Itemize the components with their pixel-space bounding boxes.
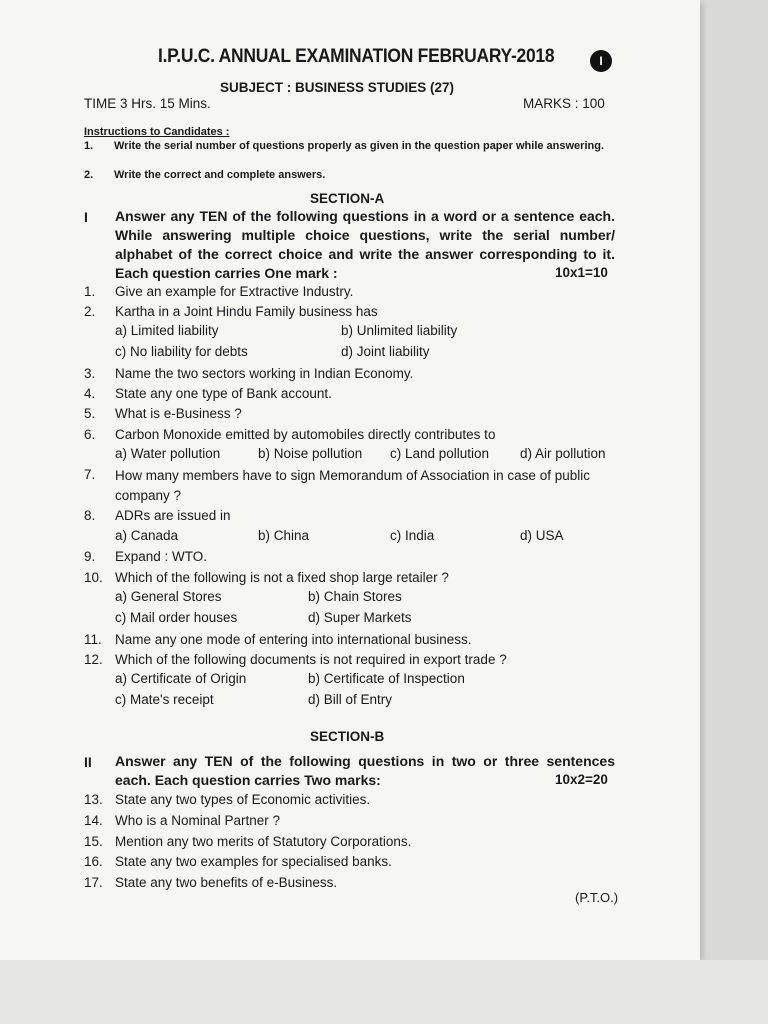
section-a-roman: I [84,209,88,225]
section-b-title: SECTION-B [310,729,385,744]
option-item: d) Joint liability [341,344,430,359]
question-text: How many members have to sign Memorandum of Association in case of public company ? [115,468,590,503]
question-text: Give an example for Extractive Industry. [115,284,354,299]
question-text: Name any one mode of entering into international business. [115,632,472,647]
question-number: 14. [84,813,103,828]
question-number: 5. [84,406,96,421]
instruction-number: 1. [84,140,94,152]
option-item: d) Bill of Entry [308,692,393,707]
question-number: 17. [84,875,103,890]
question-text: Which of the following documents is not required in export trade ? [115,652,507,667]
instruction-text: Write the serial number of questions properly as given in the question paper while answering. [114,140,605,152]
question-text: Expand : WTO. [115,549,208,564]
page-number-badge: I [590,50,612,72]
question-text: Which of the following is not a fixed shop large retailer ? [115,570,449,585]
question-number: 16. [84,854,103,869]
question-number: 8. [84,508,96,523]
option-item: c) India [390,528,435,543]
question-number: 2. [84,304,96,319]
option-item: c) Mail order houses [115,610,238,625]
option-item: b) China [258,528,310,543]
option-item: a) Canada [115,528,179,543]
question-text: State any two benefits of e-Business. [115,875,338,890]
question-text: Carbon Monoxide emitted by automobiles directly contributes to [115,427,496,442]
option-item: c) Mate's receipt [115,692,214,707]
section-b-roman: II [84,754,92,770]
option-item: a) General Stores [115,589,222,604]
exam-title: I.P.U.C. ANNUAL EXAMINATION FEBRUARY-2018 [158,46,555,67]
instructions-heading: Instructions to Candidates : [84,126,230,138]
option-item: d) USA [520,528,564,543]
question-text: ADRs are issued in [115,508,231,523]
question-number: 10. [84,570,103,585]
section-a-title: SECTION-A [310,191,385,206]
question-number: 12. [84,652,103,667]
question-text: State any one type of Bank account. [115,386,332,401]
option-item: a) Limited liability [115,323,219,338]
question-text: Kartha in a Joint Hindu Family business has [115,304,378,319]
instruction-text: Write the correct and complete answers. [114,169,326,181]
option-item: b) Chain Stores [308,589,402,604]
question-number: 3. [84,366,96,381]
option-item: d) Air pollution [520,446,606,461]
option-item: b) Certificate of Inspection [308,671,465,686]
option-item: c) No liability for debts [115,344,248,359]
question-number: 13. [84,792,103,807]
question-number: 6. [84,427,96,442]
question-number: 1. [84,284,96,299]
option-item: d) Super Markets [308,610,412,625]
pto-label: (P.T.O.) [575,890,619,905]
section-b-marks: 10x2=20 [555,772,608,787]
instruction-number: 2. [84,169,94,181]
question-number: 7. [84,467,96,482]
section-b-directive: Answer any TEN of the following questions in two or three sentences each. Each question carries Two marks: [115,753,615,788]
time-label: TIME 3 Hrs. 15 Mins. [84,96,211,111]
question-number: 9. [84,549,96,564]
section-a-directive: Answer any TEN of the following questions in a word or a sentence each. While answering multiple choice questions, write the serial number/ alphabet of the correct choice and write the answer corresponding to it. Each question carries One mark : [115,208,615,281]
option-item: c) Land pollution [390,446,490,461]
question-text: What is e-Business ? [115,406,242,421]
question-text: Name the two sectors working in Indian Economy. [115,366,414,381]
option-item: b) Unlimited liability [341,323,458,338]
question-text: Mention any two merits of Statutory Corporations. [115,834,412,849]
option-item: a) Certificate of Origin [115,671,247,686]
question-number: 15. [84,834,103,849]
marks-label: MARKS : 100 [523,96,605,111]
subject-line: SUBJECT : BUSINESS STUDIES (27) [220,80,455,95]
question-text: Who is a Nominal Partner ? [115,813,281,828]
question-text: State any two examples for specialised banks. [115,854,392,869]
option-item: b) Noise pollution [258,446,363,461]
question-number: 4. [84,386,96,401]
section-a-marks: 10x1=10 [555,265,608,280]
question-text: State any two types of Economic activities. [115,792,371,807]
question-number: 11. [84,632,102,647]
option-item: a) Water pollution [115,446,221,461]
scan-background [0,960,768,1024]
